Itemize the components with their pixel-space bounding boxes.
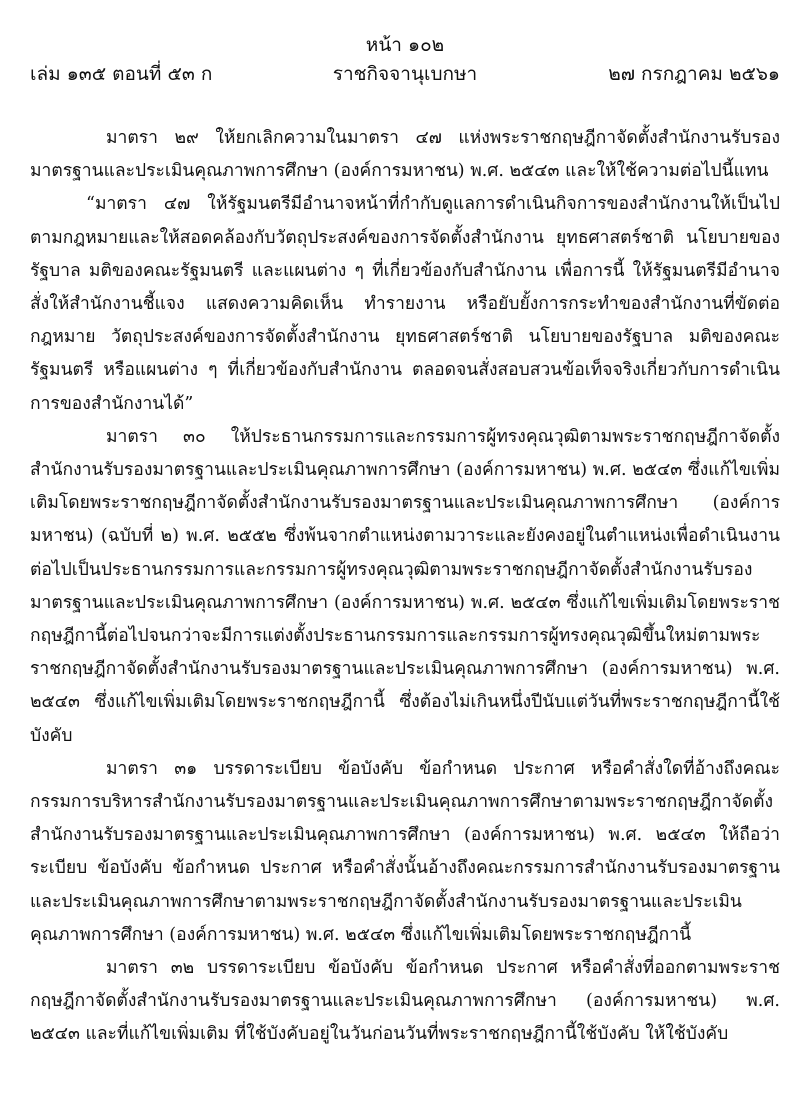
- volume-issue: เล่ม ๑๓๕ ตอนที่ ๕๓ ก: [30, 63, 213, 85]
- section-29-paragraph: มาตรา ๒๙ ให้ยกเลิกความในมาตรา ๔๗ แห่งพระราชกฤษฎีกาจัดตั้งสำนักงานรับรองมาตรฐานและประเมินคุณภาพการศึกษา (องค์การมหาชน) พ.ศ. ๒๕๔๓ และให้ใช้ความต่อไปนี้แทน: [30, 128, 780, 182]
- section-30-paragraph: มาตรา ๓๐ ให้ประธานกรรมการและกรรมการผู้ทรงคุณวุฒิตามพระราชกฤษฎีกาจัดตั้งสำนักงานรับรองมาตรฐานและประเมินคุณภาพการศึกษา (องค์การมหาชน) พ.ศ. ๒๕๔๓ ซึ่งแก้ไขเพิ่มเติมโดยพระราชกฤษฎีกาจัดตั้งสำนักงานรับรองมาตรฐานและประเมินคุณภาพการศึกษา (องค์การมหาชน) (ฉบับที่ ๒) พ.ศ. ๒๕๕๒ ซึ่งพ้นจากตำแหน่งตามวาระและยังคงอยู่ในตำแหน่งเพื่อดำเนินงานต่อไปเป็นประธานกรรมการและกรรมการผู้ทรงคุณวุฒิตามพระราชกฤษฎีกาจัดตั้งสำนักงานรับรองมาตรฐานและประเมินคุณภาพการศึกษา (องค์การมหาชน) พ.ศ. ๒๕๔๓ ซึ่งแก้ไขเพิ่มเติมโดยพระราชกฤษฎีกานี้ต่อไปจนกว่าจะมีการแต่งตั้งประธานกรรมการและกรรมการผู้ทรงคุณวุฒิขึ้นใหม่ตามพระราชกฤษฎีกาจัดตั้งสำนักงานรับรองมาตรฐานและประเมินคุณภาพการศึกษา (องค์การมหาชน) พ.ศ. ๒๕๔๓ ซึ่งแก้ไขเพิ่มเติมโดยพระราชกฤษฎีกานี้ ซึ่งต้องไม่เกินหนึ่งปีนับแต่วันที่พระราชกฤษฎีกานี้ใช้บังคับ: [30, 426, 780, 746]
- publication-date: ๒๗ กรกฎาคม ๒๕๖๑: [608, 63, 780, 85]
- section-31-paragraph: มาตรา ๓๑ บรรดาระเบียบ ข้อบังคับ ข้อกำหนด ประกาศ หรือคำสั่งใดที่อ้างถึงคณะกรรมการบริหารสำนักงานรับรองมาตรฐานและประเมินคุณภาพการศึกษาตามพระราชกฤษฎีกาจัดตั้งสำนักงานรับรองมาตรฐานและประเมินคุณภาพการศึกษา (องค์การมหาชน) พ.ศ. ๒๕๔๓ ให้ถือว่าระเบียบ ข้อบังคับ ข้อกำหนด ประกาศ หรือคำสั่งนั้นอ้างถึงคณะกรรมการสำนักงานรับรองมาตรฐานและประเมินคุณภาพการศึกษาตามพระราชกฤษฎีกาจัดตั้งสำนักงานรับรองมาตรฐานและประเมินคุณภาพการศึกษา (องค์การมหาชน) พ.ศ. ๒๕๔๓ ซึ่งแก้ไขเพิ่มเติมโดยพระราชกฤษฎีกานี้: [30, 758, 780, 945]
- section-47-quoted-paragraph: “มาตรา ๔๗ ให้รัฐมนตรีมีอำนาจหน้าที่กำกับดูแลการดำเนินกิจการของสำนักงานให้เป็นไปตามกฎหมายและให้สอดคล้องกับวัตถุประสงค์ของการจัดตั้งสำนักงาน ยุทธศาสตร์ชาติ นโยบายของรัฐบาล มติของคณะรัฐมนตรี และแผนต่าง ๆ ที่เกี่ยวข้องกับสำนักงาน เพื่อการนี้ ให้รัฐมนตรีมีอำนาจสั่งให้สำนักงานชี้แจง แสดงความคิดเห็น ทำรายงาน หรือยับยั้งการกระทำของสำนักงานที่ขัดต่อกฎหมาย วัตถุประสงค์ของการจัดตั้งสำนักงาน ยุทธศาสตร์ชาติ นโยบายของรัฐบาล มติของคณะรัฐมนตรี หรือแผนต่าง ๆ ที่เกี่ยวข้องกับสำนักงาน ตลอดจนสั่งสอบสวนข้อเท็จจริงเกี่ยวกับการดำเนินการของสำนักงานได้”: [30, 194, 780, 414]
- publication-title: ราชกิจจานุเบกษา: [332, 63, 478, 85]
- page-number: หน้า ๑๐๒: [365, 34, 445, 56]
- section-32-paragraph: มาตรา ๓๒ บรรดาระเบียบ ข้อบังคับ ข้อกำหนด ประกาศ หรือคำสั่งที่ออกตามพระราชกฤษฎีกาจัดตั้งสำนักงานรับรองมาตรฐานและประเมินคุณภาพการศึกษา (องค์การมหาชน) พ.ศ. ๒๕๔๓ และที่แก้ไขเพิ่มเติม ที่ใช้บังคับอยู่ในวันก่อนวันที่พระราชกฤษฎีกานี้ใช้บังคับ ให้ใช้บังคับ: [30, 958, 780, 1045]
- document-body: [30, 122, 780, 1052]
- gazette-header: [30, 60, 780, 88]
